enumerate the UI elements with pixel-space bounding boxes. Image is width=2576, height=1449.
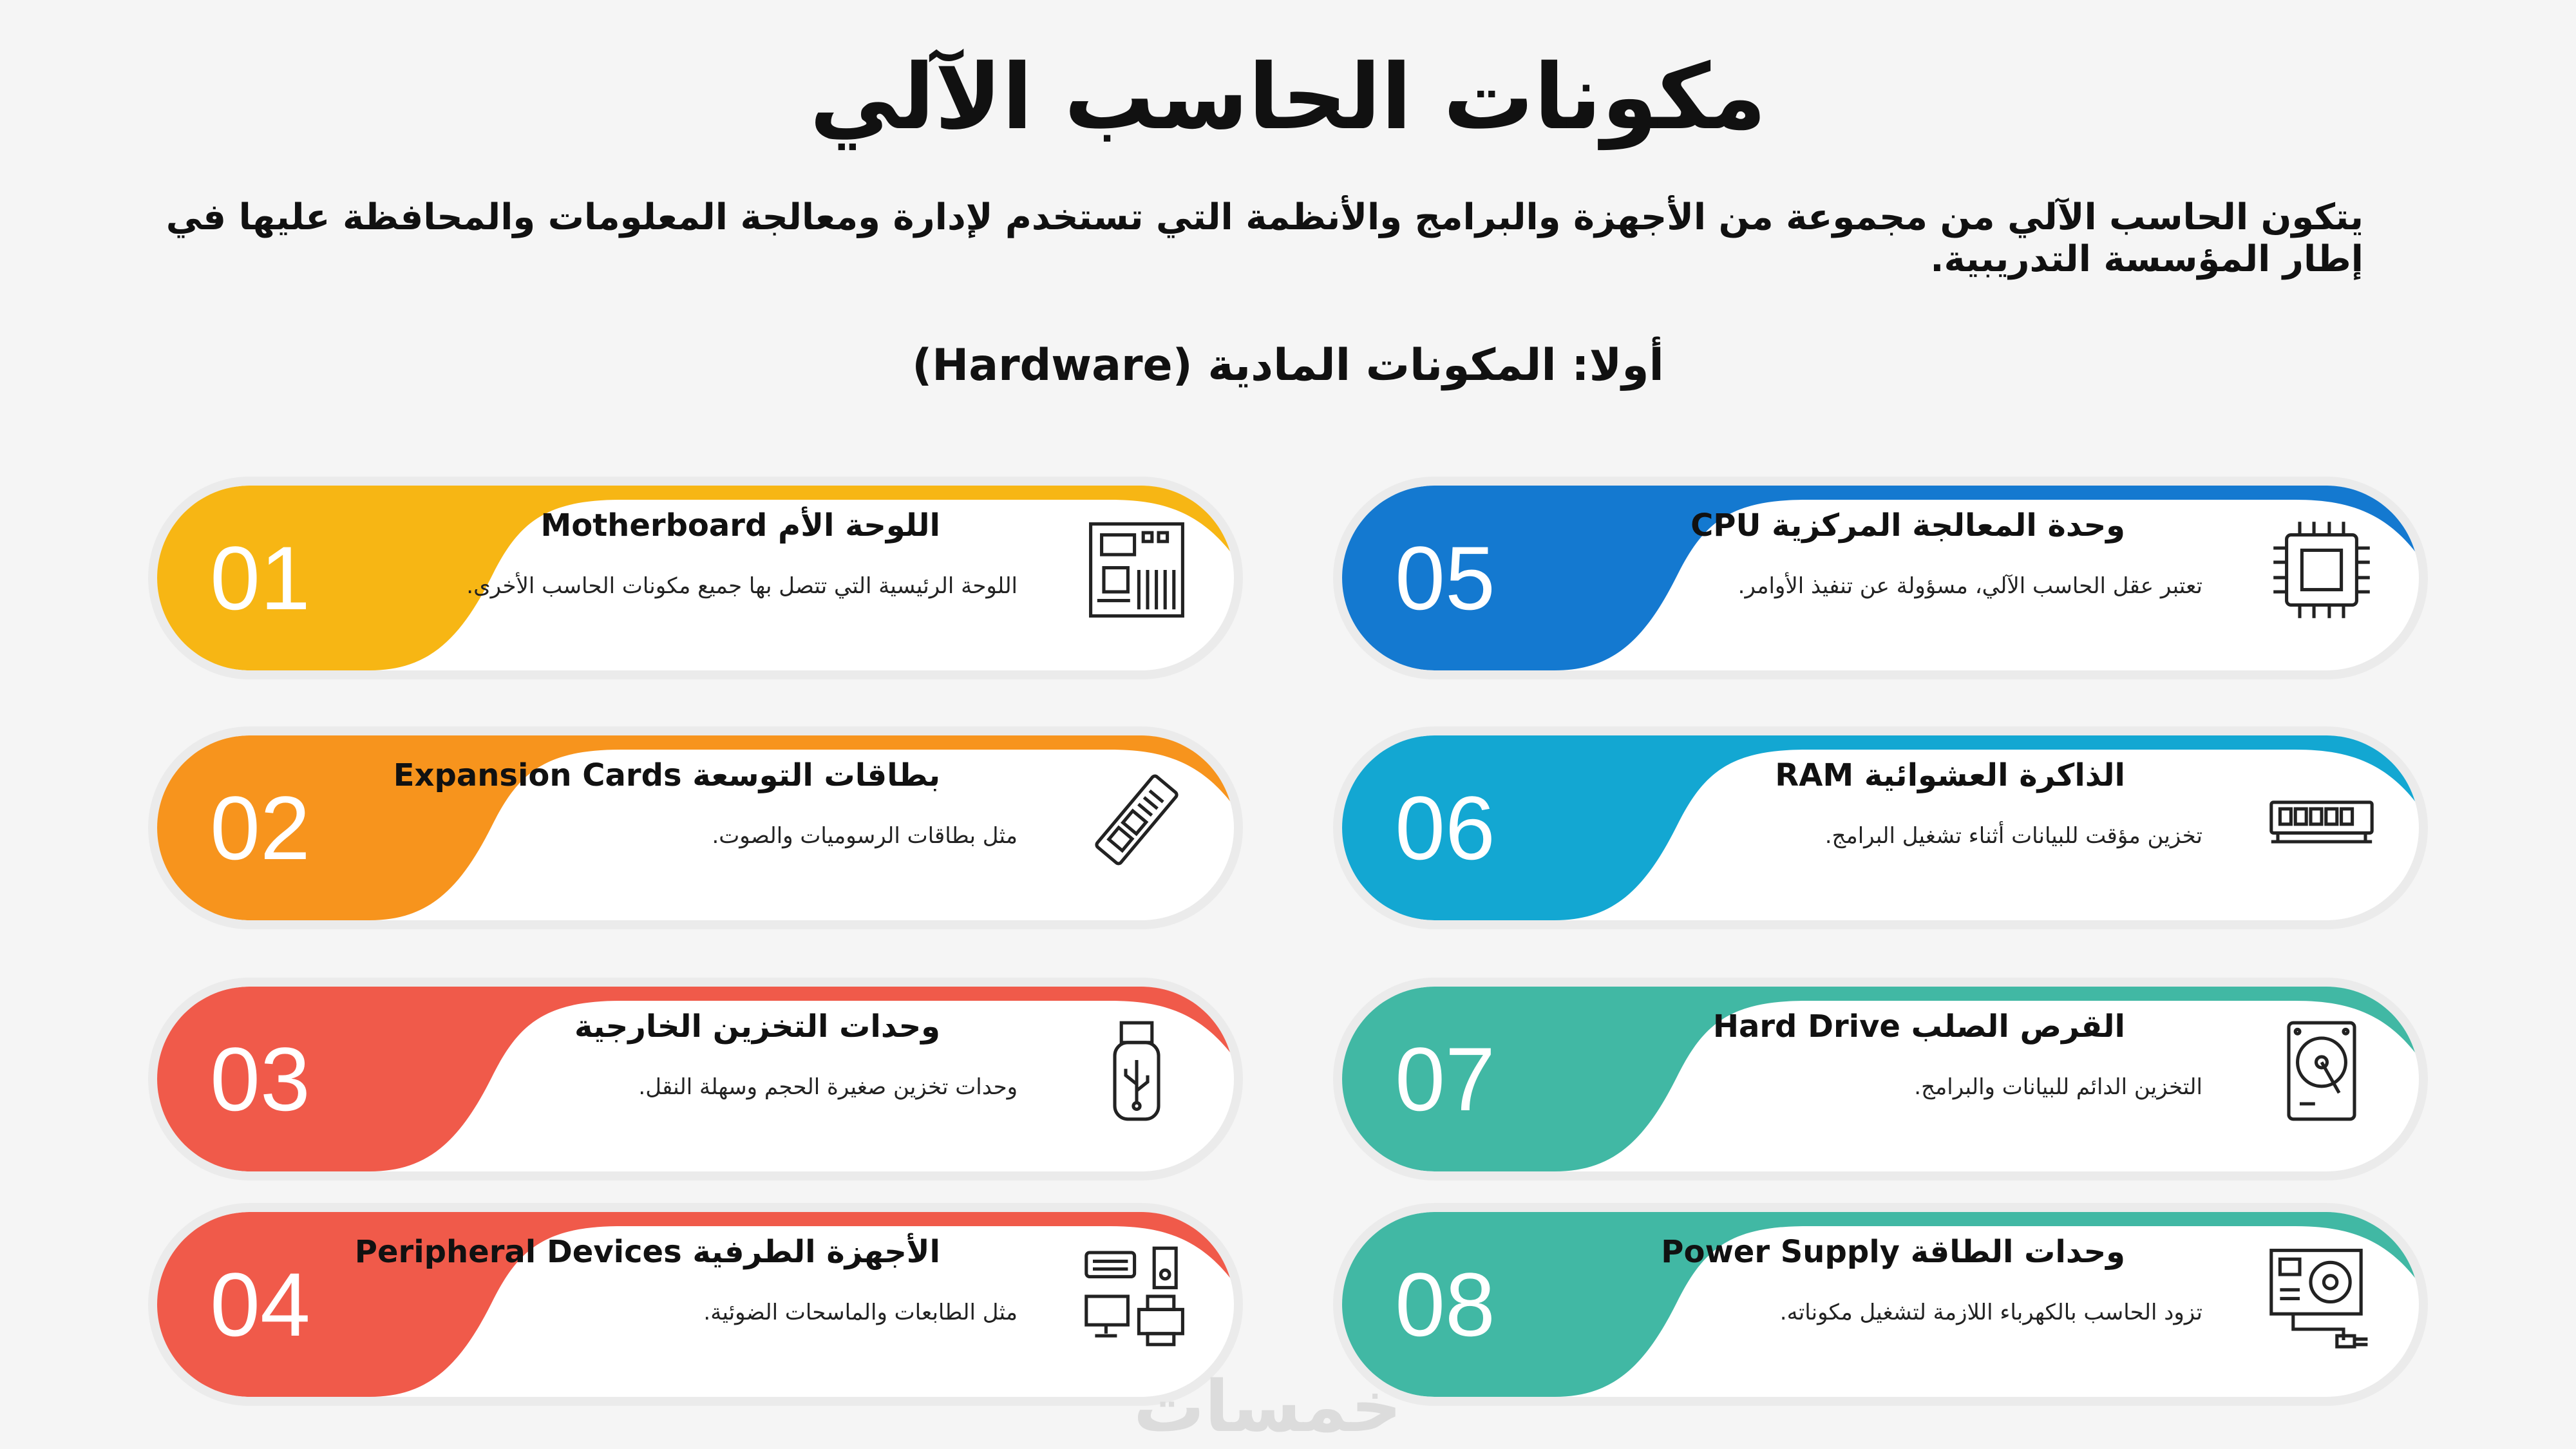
card-04 <box>148 1203 1243 1406</box>
watermark-logo: خمسات <box>1133 1365 1402 1448</box>
card-description: اللوحة الرئيسية التي تتصل بها جميع مكونات الحاسب الأخرى. <box>466 573 1018 599</box>
card-description: التخزين الدائم للبيانات والبرامج. <box>1914 1074 2202 1100</box>
card-number: 04 <box>210 1253 310 1355</box>
card-number: 03 <box>210 1028 310 1130</box>
page-title: مكونات الحاسب الآلي <box>810 45 1766 150</box>
card-description: تخزين مؤقت للبيانات أثناء تشغيل البرامج. <box>1824 823 2202 849</box>
card-description: تزود الحاسب بالكهرباء اللازمة لتشغيل مكوناته. <box>1779 1300 2202 1325</box>
card-title: وحدات الطاقة Power Supply <box>1661 1234 2125 1270</box>
ram-icon <box>2267 765 2376 875</box>
card-title: القرص الصلب Hard Drive <box>1712 1009 2125 1045</box>
usb-drive-icon <box>1082 1016 1191 1126</box>
card-number: 07 <box>1395 1028 1495 1130</box>
card-description: وحدات تخزين صغيرة الحجم وسهلة النقل. <box>638 1074 1018 1100</box>
card-description: تعتبر عقل الحاسب الآلي، مسؤولة عن تنفيذ الأوامر. <box>1738 573 2202 599</box>
card-08 <box>1333 1203 2428 1406</box>
power-supply-icon <box>2267 1242 2376 1351</box>
card-title: وحدات التخزين الخارجية <box>574 1009 940 1045</box>
card-description: مثل الطابعات والماسحات الضوئية. <box>703 1300 1018 1325</box>
card-title: وحدة المعالجة المركزية CPU <box>1690 507 2125 544</box>
card-number: 06 <box>1395 777 1495 878</box>
card-number: 01 <box>210 527 310 629</box>
card-title: اللوحة الأم Motherboard <box>540 507 940 544</box>
peripherals-icon <box>1082 1242 1191 1351</box>
card-07 <box>1333 978 2428 1180</box>
card-01 <box>148 477 1243 679</box>
card-02 <box>148 726 1243 929</box>
card-title: الأجهزة الطرفية Peripheral Devices <box>354 1234 940 1270</box>
expansion-card-icon <box>1082 765 1191 875</box>
card-title: بطاقات التوسعة Expansion Cards <box>393 757 940 793</box>
card-number: 08 <box>1395 1253 1495 1355</box>
motherboard-icon <box>1082 515 1191 625</box>
card-title: الذاكرة العشوائية RAM <box>1775 757 2125 793</box>
intro-text: يتكون الحاسب الآلي من مجموعة من الأجهزة والبرامج والأنظمة التي تستخدم لإدارة ومعالجة المعلومات والمحافظة عليها في إطار المؤسسة التدريبية. <box>166 196 2363 280</box>
section-title: أولا: المكونات المادية (Hardware) <box>912 340 1664 391</box>
cpu-icon <box>2267 515 2376 625</box>
card-number: 02 <box>210 777 310 878</box>
card-03 <box>148 978 1243 1180</box>
card-number: 05 <box>1395 527 1495 629</box>
hard-drive-icon <box>2267 1016 2376 1126</box>
card-description: مثل بطاقات الرسوميات والصوت. <box>712 823 1018 849</box>
card-05 <box>1333 477 2428 679</box>
card-06 <box>1333 726 2428 929</box>
